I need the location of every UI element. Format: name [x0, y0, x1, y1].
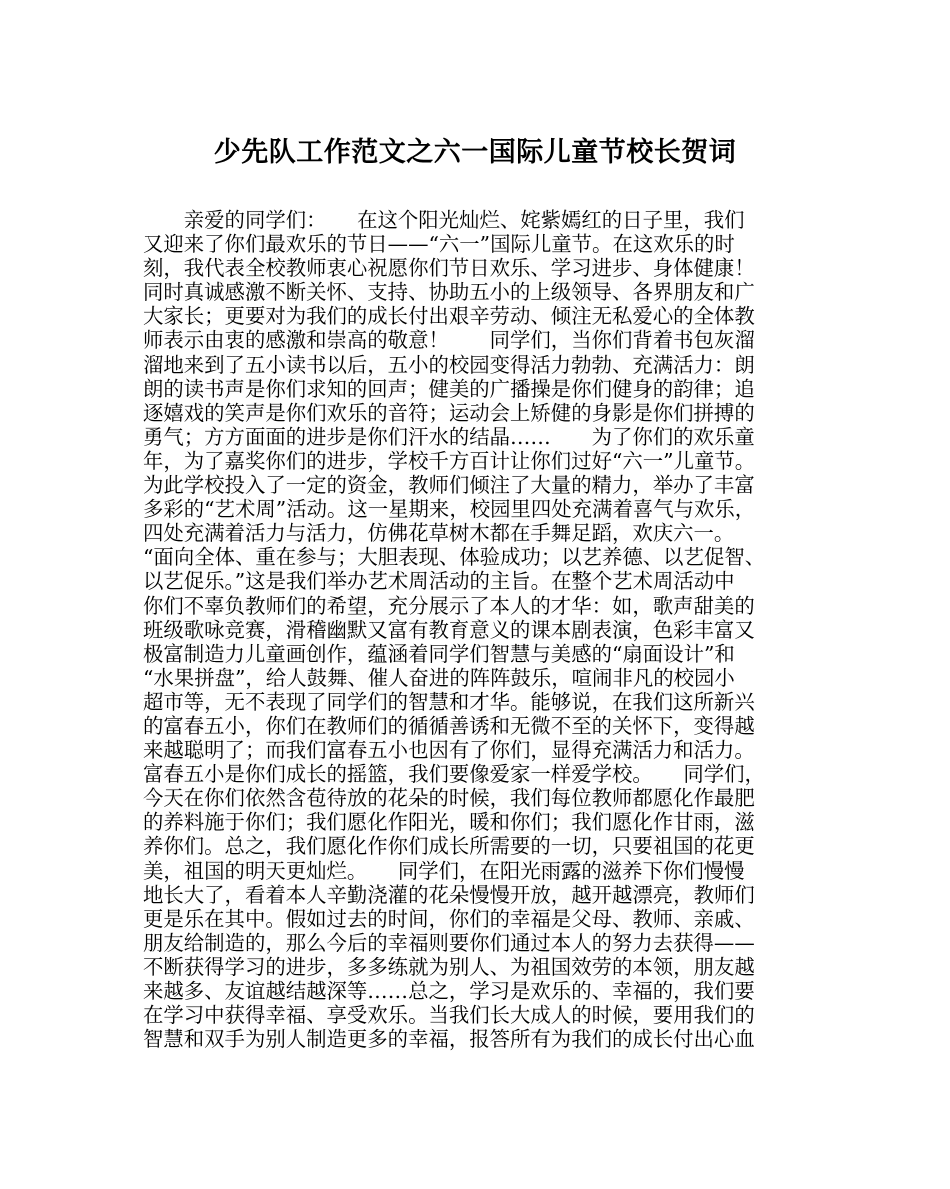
body-line: 来越多、友谊越结越深等……总之，学习是欢乐的、幸福的，我们要 [143, 979, 755, 1003]
body-line: 为此学校投入了一定的资金，教师们倾注了大量的精力，举办了丰富 [143, 473, 755, 498]
body-line: 超市等，无不表现了同学们的智慧和才华。能够说，在我们这所新兴 [143, 689, 755, 714]
body-line: 朋友给制造的，那么今后的幸福则要你们通过本人的努力去获得—— [143, 930, 755, 955]
body-line: 极富制造力儿童画创作，蕴涵着同学们智慧与美感的“扇面设计”和 [143, 641, 735, 666]
body-line: 美，祖国的明天更灿烂。 同学们，在阳光雨露的滋养下你们慢慢 [143, 858, 745, 883]
body-line: 逐嬉戏的笑声是你们欢乐的音符；运动会上矫健的身影是你们拼搏的 [143, 400, 755, 425]
body-line: 富春五小是你们成长的摇篮，我们要像爱家一样爱学校。 同学们， [143, 762, 765, 787]
body-line: 年，为了嘉奖你们的进步，学校千方百计让你们过好“六一”儿童节。 [143, 448, 756, 473]
body-line: 朗的读书声是你们求知的回声；健美的广播操是你们健身的韵律；追 [143, 376, 755, 401]
body-line: 今天在你们依然含苞待放的花朵的时候，我们每位教师都愿化作最肥 [143, 786, 755, 811]
body-line: 在学习中获得幸福、享受欢乐。当我们长大成人的时候，要用我们的 [143, 1003, 755, 1028]
body-line: “水果拼盘”，给人鼓舞、催人奋进的阵阵鼓乐，喧闹非凡的校园小 [143, 665, 735, 690]
body-line: 的养料施于你们；我们愿化作阳光，暖和你们；我们愿化作甘雨，滋 [143, 810, 755, 835]
body-line: 溜地来到了五小读书以后，五小的校园变得活力勃勃、充满活力：朗 [143, 352, 755, 377]
body-line: 同时真诚感激不断关怀、支持、协助五小的上级领导、各界朋友和广 [143, 280, 755, 305]
body-line: 四处充满着活力与活力，仿佛花草树木都在手舞足蹈，欢庆六一。 [143, 521, 735, 546]
body-line: 刻，我代表全校教师衷心祝愿你们节日欢乐、学习进步、身体健康！ [143, 256, 755, 281]
body-line: 你们不辜负教师们的希望，充分展示了本人的才华：如，歌声甜美的 [143, 593, 755, 618]
body-line: 以艺促乐。”这是我们举办艺术周活动的主旨。在整个艺术周活动中 [143, 569, 735, 594]
body-line: 的富春五小，你们在教师们的循循善诱和无微不至的关怀下，变得越 [143, 713, 755, 738]
body-line: 又迎来了你们最欢乐的节日——“六一”国际儿童节。在这欢乐的时 [143, 232, 735, 257]
body-line: 来越聪明了；而我们富春五小也因有了你们，显得充满活力和活力。 [143, 738, 755, 763]
body-line: 大家长；更要对为我们的成长付出艰辛劳动、倾注无私爱心的全体教 [143, 304, 755, 329]
document-body [143, 208, 828, 1051]
body-line: 更是乐在其中。假如过去的时间，你们的幸福是父母、教师、亲戚、 [143, 906, 755, 931]
body-line: 不断获得学习的进步，多多练就为别人、为祖国效劳的本领，朋友越 [143, 954, 755, 979]
body-line: 亲爱的同学们： 在这个阳光灿烂、姹紫嫣红的日子里，我们 [143, 208, 745, 232]
body-line: 地长大了，看着本人辛勤浇灌的花朵慢慢开放，越开越漂亮，教师们 [143, 882, 755, 907]
body-line: 智慧和双手为别人制造更多的幸福，报答所有为我们的成长付出心血 [143, 1027, 755, 1052]
document-title: 少先队工作范文之六一国际儿童节校长贺词 [213, 137, 737, 168]
body-line: 多彩的“艺术周”活动。这一星期来，校园里四处充满着喜气与欢乐， [143, 497, 756, 522]
body-line: “面向全体、重在参与；大胆表现、体验成功；以艺养德、以艺促智、 [143, 545, 766, 570]
body-line: 师表示由衷的感激和崇高的敬意！ 同学们，当你们背着书包灰溜 [143, 328, 755, 353]
body-line: 班级歌咏竞赛，滑稽幽默又富有教育意义的课本剧表演，色彩丰富又 [143, 617, 755, 642]
body-line: 养你们。总之，我们愿化作你们成长所需要的一切，只要祖国的花更 [143, 834, 755, 859]
body-line: 勇气；方方面面的进步是你们汗水的结晶…… 为了你们的欢乐童 [143, 424, 755, 449]
